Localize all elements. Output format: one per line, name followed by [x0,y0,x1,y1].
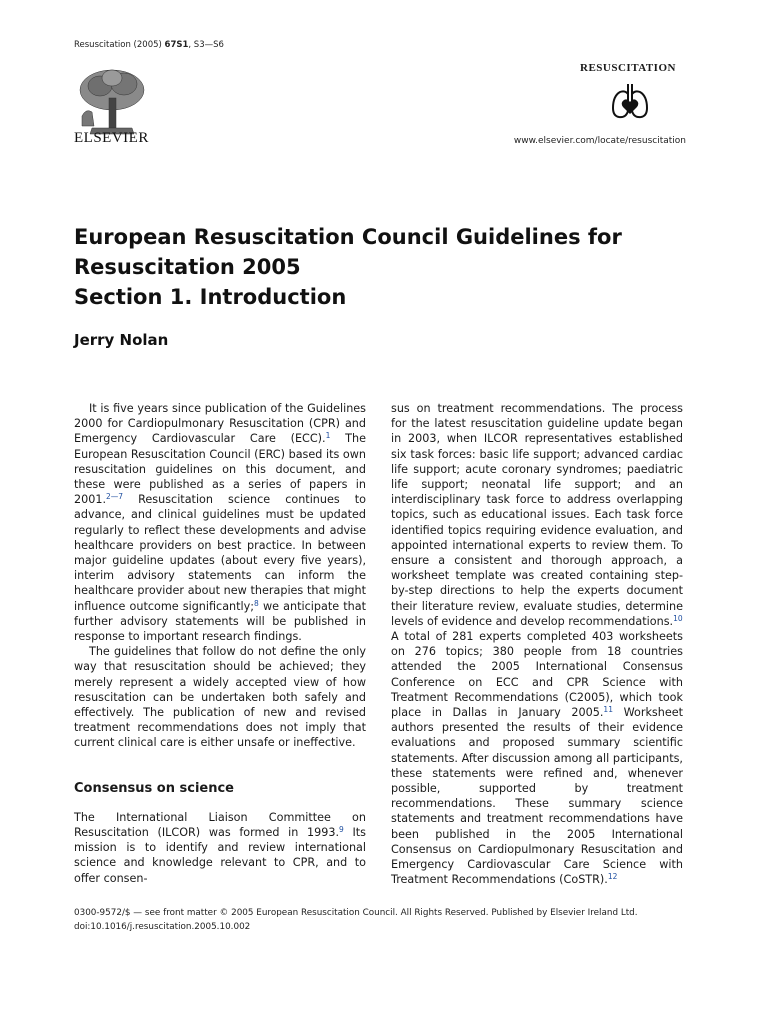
paragraph-text: Resuscitation science continues to advance, and clinical guidelines must be updated regularly to reflect these developments and advise healthcare providers on best practice. In between major guideline updates (about every five years), interim advisory statements can inform the healthcare provider about new therapies that might influence outcome significantly; [74,493,366,613]
copyright-line: 0300-9572/$ — see front matter © 2005 European Resuscitation Council. All Rights Reserved. Published by Elsevier Ireland Ltd. [74,908,638,918]
reference-link[interactable]: 9 [339,825,344,835]
paragraph-text: The International Liaison Committee on Resuscitation (ILCOR) was formed in 1993. [74,810,366,840]
citation-prefix: Resuscitation (2005) [74,40,165,50]
paragraph [74,810,366,886]
reference-link[interactable]: 10 [673,613,683,623]
copyright-footer [74,907,638,934]
left-column [74,401,366,886]
paragraph [391,629,683,887]
title-line: Section 1. Introduction [74,285,347,309]
reference-link[interactable]: 11 [603,705,613,715]
paragraph-text: we anticipate that further advisory statements will be published in response to important research findings. [74,599,366,644]
paragraph-text: A total of 281 experts completed 403 worksheets on 276 topics; 380 people from 18 countries attended the 2005 International Consensus Conference on ECC and CPR Science with Treatment Recommendations (C2005), which took place in Dallas in January 2005. [391,630,683,720]
paragraph-text: Its mission is to identify and review international science and knowledge relevant to CPR, and to offer consen- [74,826,366,885]
paragraph-text: The European Resuscitation Council (ERC) based its own resuscitation guidelines on this document, and these were published as a series of papers in 2001. [74,432,366,507]
journal-citation [74,40,224,50]
reference-link[interactable]: 1 [325,431,331,441]
paragraph [74,401,366,644]
paragraph: The guidelines that follow do not define the only way that resuscitation should be achieved; they merely represent a widely accepted view of how resuscitation can be undertaken both safely and effectively. The publication of new and revised treatment recommendations does not imply that current clinical care is either unsafe or ineffective. [74,645,366,750]
article-title [74,222,694,312]
title-line: Resuscitation 2005 [74,255,301,279]
citation-volume: 67S1 [164,40,189,50]
title-line: European Resuscitation Council Guidelines for [74,225,622,249]
section-heading: Consensus on science [74,780,234,796]
right-column [391,401,683,888]
journal-url[interactable]: www.elsevier.com/locate/resuscitation [513,136,686,146]
journal-logo-box [570,54,686,130]
citation-pages: , S3—S6 [188,40,224,50]
journal-name: RESUSCITATION [580,62,676,74]
paragraph [391,401,683,629]
publisher-name: ELSEVIER [74,130,149,146]
paragraph-text: Worksheet authors presented the results of their evidence evaluations and proposed summary scientific statements. After discussion among all participants, these statements were refined and, whenever possible, supported by treatment recommendations. These summary science statements and treatment recommendations have been published in the 2005 International Consensus on Cardiopulmonary Resuscitation and Emergency Cardiovascular Care Science with Treatment Recommendations (CoSTR). [391,706,683,887]
doi-line[interactable]: doi:10.1016/j.resuscitation.2005.10.002 [74,921,251,932]
reference-link[interactable]: 12 [607,872,618,882]
paragraph-text: It is five years since publication of the Guidelines 2000 for Cardiopulmonary Resuscitation (CPR) and Emergency Cardiovascular Care (ECC). [74,402,366,446]
reference-link[interactable]: 2—7 [106,492,124,502]
author-name: Jerry Nolan [74,331,169,349]
lungs-heart-icon [610,80,650,122]
paragraph-text: sus on treatment recommendations. The process for the latest resuscitation guideline update began in 2003, when ILCOR representatives established six task forces: basic life support; advanced cardiac life support; acute coronary syndromes; paediatric life support; neonatal life support; and an interdisciplinary task force to address overlapping topics, such as educational issues. Each task force identified topics requiring evidence evaluation, and appointed international experts to review them. To ensure a consistent and thorough approach, a worksheet template was created containing step-by-step directions to help the experts document their literature review, evaluate studies, determine levels of evidence and develop recommendations. [391,402,683,628]
reference-link[interactable]: 8 [254,598,259,608]
